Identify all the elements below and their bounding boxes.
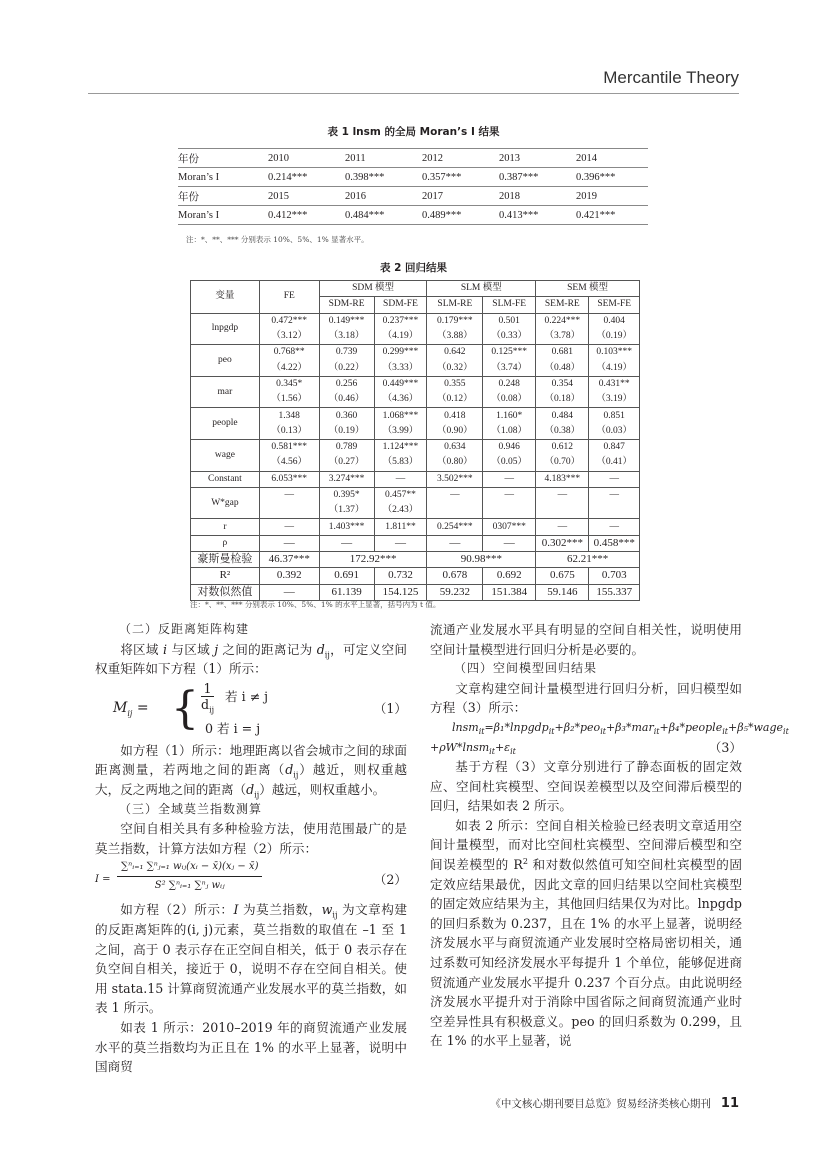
- table-cell: 年份: [178, 187, 268, 206]
- coef-cell: 0.847: [589, 439, 640, 455]
- coef-cell: —: [259, 535, 319, 551]
- stat-cell: 46.37***: [259, 552, 319, 568]
- table-row-loglik: [191, 584, 640, 600]
- coef-cell: —: [589, 519, 640, 535]
- coef-cell: 0.345*: [259, 376, 319, 392]
- stat-cell: 59.232: [427, 584, 483, 600]
- table-cell: 0.398***: [345, 168, 422, 187]
- coef-cell: 1.811**: [374, 519, 427, 535]
- right-column: [430, 620, 789, 1051]
- row-label: W*gap: [191, 487, 260, 519]
- coef-cell: —: [374, 535, 427, 551]
- coef-cell: 0.581***: [259, 439, 319, 455]
- t-value-cell: （4.19）: [589, 360, 640, 376]
- eq-case-1: 若 i ≠ j: [225, 688, 269, 704]
- coef-cell: 0.299***: [374, 345, 427, 361]
- table-row: [191, 471, 640, 487]
- coef-cell: 0.457**: [374, 487, 427, 503]
- table-cell: 0.413***: [499, 206, 576, 225]
- table-cell: 年份: [178, 149, 268, 168]
- table2-note: 注：*、**、*** 分别表示 10%、5%、1% 的水平上显著，括号内为 t 值。: [190, 600, 441, 609]
- coef-cell: 0.739: [319, 345, 374, 361]
- coef-cell: 0.768**: [259, 345, 319, 361]
- brace: {: [171, 682, 199, 734]
- eq-line-1: [430, 718, 789, 738]
- paragraph: 空间自相关具有多种检验方法，使用范围最广的是莫兰指数，计算方法如方程（2）所示：: [95, 821, 407, 856]
- row-label: Constant: [191, 471, 260, 487]
- coef-cell: 1.124***: [374, 439, 427, 455]
- eq-term: +β₄*people: [659, 720, 723, 734]
- subscript: it: [653, 727, 660, 737]
- column-header: 变量: [191, 281, 260, 314]
- stat-cell: 0.392: [259, 568, 319, 584]
- coef-cell: 0.946: [483, 439, 536, 455]
- subscript: it: [510, 746, 516, 756]
- t-value-cell: （3.74）: [483, 360, 536, 376]
- stat-cell: 59.146: [536, 584, 589, 600]
- equation-3: [430, 718, 789, 757]
- table-row: [191, 535, 640, 551]
- coef-cell: 0.354: [536, 376, 589, 392]
- column-subheader: SLM-FE: [483, 297, 536, 313]
- coef-cell: 0.851: [589, 408, 640, 424]
- stat-cell: 155.337: [589, 584, 640, 600]
- stat-cell: 0.692: [483, 568, 536, 584]
- eq-term: +β₂*peo: [554, 720, 601, 734]
- t-value-cell: （5.83）: [374, 455, 427, 471]
- column-subheader: SDM-FE: [374, 297, 427, 313]
- t-value-cell: （0.33）: [483, 329, 536, 345]
- table-cell: Moran’s I: [178, 206, 268, 225]
- table-header-row: [191, 281, 640, 297]
- paragraph: 基于方程（3）文章分别进行了静态面板的固定效应、空间杜宾模型、空间误差模型以及空间滞后模型的回归，结果如表 2 所示。: [430, 758, 742, 814]
- eq-den: d: [201, 696, 210, 712]
- t-value-cell: [483, 503, 536, 519]
- table-cell: 0.396***: [576, 168, 648, 187]
- italic-symbol: d: [285, 762, 294, 778]
- coef-cell: 0.634: [427, 439, 483, 455]
- stat-cell: 0.678: [427, 568, 483, 584]
- paragraph: 如表 1 所示：2010–2019 年的商贸流通产业发展水平的莫兰指数均为正且在 1% 的水平上显著，说明中国商贸: [95, 1019, 407, 1075]
- t-value-cell: （0.08）: [483, 392, 536, 408]
- stat-cell: 0.732: [374, 568, 427, 584]
- table-cell: 0.214***: [268, 168, 345, 187]
- footer: [490, 1096, 739, 1111]
- table1-note: 注：*、**、*** 分别表示 10%、5%、1% 显著水平。: [186, 235, 369, 244]
- t-value-cell: [427, 503, 483, 519]
- eq-term: +β₃*mar: [605, 720, 654, 734]
- eq-number: （1）: [373, 700, 407, 716]
- table2: [190, 280, 640, 601]
- table-row: [178, 149, 648, 168]
- table-cell: 0.412***: [268, 206, 345, 225]
- t-value-cell: （4.36）: [374, 392, 427, 408]
- paragraph: 流通产业发展水平具有明显的空间自相关性，说明使用空间计量模型进行回归分析是必要的。: [430, 622, 742, 657]
- t-value-cell: （0.03）: [589, 424, 640, 440]
- table-row: [191, 376, 640, 392]
- table-row: [178, 187, 648, 206]
- t-value-cell: （3.99）: [374, 424, 427, 440]
- column-header: SDM 模型: [319, 281, 427, 297]
- column-subheader: SEM-RE: [536, 297, 589, 313]
- stat-cell: 0.703: [589, 568, 640, 584]
- row-label: 豪斯曼检验: [191, 552, 260, 568]
- eq-number: （2）: [373, 872, 407, 888]
- stat-cell: 151.384: [483, 584, 536, 600]
- table-cell: 2018: [499, 187, 576, 206]
- eq-number: （3）: [708, 739, 742, 755]
- eq-term: +β₅*wage: [728, 720, 784, 734]
- t-value-cell: （3.88）: [427, 329, 483, 345]
- eq-line-2: [430, 738, 742, 758]
- row-label: ρ: [191, 535, 260, 551]
- paragraph: 如方程（2）所示：I 为莫兰指数，$w_{ij}$ 为文章构建的反距离矩阵的(i, j)元素，莫兰指数的取值在 –1 至 1 之间，高于 0 表示存在正空间自相关，低于 0 表示存在负空间自相关，接近于 0，说明不存在空间自相关。使用 stata.15 计算商贸流通产业发展水平的莫兰指数，如表 1 所示。: [95, 902, 407, 1016]
- subscript: it: [722, 727, 728, 737]
- row-label: r: [191, 519, 260, 535]
- table1: [178, 148, 648, 225]
- eq-term: =β₁*lnpgdp: [484, 720, 549, 734]
- coef-cell: 4.183***: [536, 471, 589, 487]
- subscript: it: [783, 727, 789, 737]
- stat-cell: 0.675: [536, 568, 589, 584]
- coef-cell: 0.612: [536, 439, 589, 455]
- subscript: it: [600, 727, 606, 737]
- coef-cell: 1.403***: [319, 519, 374, 535]
- t-value-cell: （0.38）: [536, 424, 589, 440]
- paragraph: 将区域 i 与区域 j 之间的距离记为 $d_{ij}$，可定义空间权重矩阵如下方程（1）所示：: [95, 641, 407, 677]
- coef-cell: 0.237***: [374, 313, 427, 329]
- t-value-cell: （0.80）: [427, 455, 483, 471]
- row-label: peo: [191, 345, 260, 377]
- column-header: FE: [259, 281, 319, 314]
- table-cell: 0.357***: [422, 168, 499, 187]
- coef-cell: 0.125***: [483, 345, 536, 361]
- coef-cell: —: [427, 487, 483, 503]
- column-subheader: SDM-RE: [319, 297, 374, 313]
- table-row: [178, 206, 648, 225]
- row-label: 对数似然值: [191, 584, 260, 600]
- coef-cell: 0.248: [483, 376, 536, 392]
- coef-cell: —: [483, 471, 536, 487]
- journal-header: Mercantile Theory: [603, 68, 739, 87]
- t-value-cell: （0.19）: [319, 424, 374, 440]
- coef-cell: —: [374, 471, 427, 487]
- stat-cell: 0.691: [319, 568, 374, 584]
- column-header: SEM 模型: [536, 281, 640, 297]
- t-value-cell: （0.27）: [319, 455, 374, 471]
- coef-cell: 0.254***: [427, 519, 483, 535]
- subscript: it: [489, 746, 495, 756]
- coef-cell: 0.355: [427, 376, 483, 392]
- coef-cell: 1.348: [259, 408, 319, 424]
- coef-cell: 1.068***: [374, 408, 427, 424]
- italic-symbol: d: [246, 781, 255, 797]
- stat-cell: 172.92***: [319, 552, 427, 568]
- table-cell: 2011: [345, 149, 422, 168]
- eq-num: 1: [201, 681, 214, 697]
- coef-cell: —: [319, 535, 374, 551]
- stat-cell: —: [259, 584, 319, 600]
- italic-symbol: I: [233, 902, 239, 918]
- italic-symbol: i: [163, 641, 168, 657]
- coef-cell: 6.053***: [259, 471, 319, 487]
- equation-1: $M_{ij}$ = { 1 $d_{ij}$ 若 i ≠ j 0 若 i = j （1）: [95, 679, 407, 741]
- t-value-cell: （3.18）: [319, 329, 374, 345]
- table-cell: 2015: [268, 187, 345, 206]
- header-rule: [88, 93, 739, 94]
- table-cell: 2014: [576, 149, 648, 168]
- page-number: 11: [720, 1096, 739, 1111]
- coef-cell: 0307***: [483, 519, 536, 535]
- t-value-cell: （2.43）: [374, 503, 427, 519]
- t-value-cell: （3.33）: [374, 360, 427, 376]
- italic-symbol: d: [316, 641, 325, 657]
- coef-cell: 0.404: [589, 313, 640, 329]
- eq-den: S² ∑ⁿᵢ₌₁ ∑ⁿⱼ wᵢⱼ: [154, 880, 225, 892]
- coef-cell: 0.418: [427, 408, 483, 424]
- table-row-hausman: [191, 552, 640, 568]
- coef-cell: 0.472***: [259, 313, 319, 329]
- footer-journal: 《中文核心期刊要目总览》贸易经济类核心期刊: [490, 1098, 711, 1110]
- t-value-cell: [589, 503, 640, 519]
- coef-cell: —: [536, 519, 589, 535]
- table-row: [191, 439, 640, 455]
- t-value-cell: （0.18）: [536, 392, 589, 408]
- table-row: [191, 487, 640, 503]
- section-heading: （三）全域莫兰指数测算: [119, 801, 263, 816]
- table1-title: 表 1 lnsm 的全局 Moran’s I 结果: [327, 126, 500, 138]
- eq-case-2: 0 若 i = j: [205, 720, 261, 736]
- subscript: ij: [293, 770, 299, 780]
- coef-cell: 3.502***: [427, 471, 483, 487]
- row-label: lnpgdp: [191, 313, 260, 345]
- coef-cell: 0.681: [536, 345, 589, 361]
- subscript: ij: [324, 650, 330, 660]
- stat-cell: 61.139: [319, 584, 374, 600]
- coef-cell: 0.395*: [319, 487, 374, 503]
- t-value-cell: （0.48）: [536, 360, 589, 376]
- section-heading: （四）空间模型回归结果: [454, 661, 598, 676]
- coef-cell: —: [589, 487, 640, 503]
- row-label: wage: [191, 439, 260, 471]
- coef-cell: 0.149***: [319, 313, 374, 329]
- coef-cell: —: [259, 487, 319, 503]
- t-value-cell: （0.32）: [427, 360, 483, 376]
- t-value-cell: [259, 503, 319, 519]
- coef-cell: —: [483, 535, 536, 551]
- coef-cell: 0.302***: [536, 535, 589, 551]
- coef-cell: —: [589, 471, 640, 487]
- coef-cell: 0.103***: [589, 345, 640, 361]
- table-cell: 0.484***: [345, 206, 422, 225]
- subscript: ij: [332, 910, 338, 920]
- column-subheader: SLM-RE: [427, 297, 483, 313]
- superscript: 2: [522, 856, 528, 866]
- eq-term: lnsm: [452, 720, 479, 734]
- t-value-cell: （0.12）: [427, 392, 483, 408]
- t-value-cell: （0.19）: [589, 329, 640, 345]
- coef-cell: 0.484: [536, 408, 589, 424]
- table-cell: Moran’s I: [178, 168, 268, 187]
- coef-cell: 0.458***: [589, 535, 640, 551]
- section-heading: （二）反距离矩阵构建: [119, 622, 250, 636]
- coef-cell: 0.431**: [589, 376, 640, 392]
- coef-cell: 0.224***: [536, 313, 589, 329]
- t-value-cell: （0.46）: [319, 392, 374, 408]
- stat-cell: 62.21***: [536, 552, 640, 568]
- t-value-cell: （1.37）: [319, 503, 374, 519]
- row-label: mar: [191, 376, 260, 408]
- table-cell: 2016: [345, 187, 422, 206]
- italic-symbol: j: [214, 641, 219, 657]
- t-value-cell: （0.05）: [483, 455, 536, 471]
- eq-lhs: I =: [95, 874, 111, 886]
- t-value-cell: （3.12）: [259, 329, 319, 345]
- italic-symbol: w: [321, 902, 333, 918]
- column-subheader: SEM-FE: [589, 297, 640, 313]
- t-value-cell: （1.56）: [259, 392, 319, 408]
- t-value-cell: （4.56）: [259, 455, 319, 471]
- table-row-r2: [191, 568, 640, 584]
- coef-cell: 1.160*: [483, 408, 536, 424]
- t-value-cell: （0.13）: [259, 424, 319, 440]
- subscript: it: [548, 727, 555, 737]
- t-value-cell: [536, 503, 589, 519]
- eq-den-sub: ij: [209, 705, 215, 715]
- coef-cell: 0.642: [427, 345, 483, 361]
- row-label: people: [191, 408, 260, 440]
- table-cell: 2012: [422, 149, 499, 168]
- table-row: [178, 168, 648, 187]
- stat-cell: 90.98***: [427, 552, 536, 568]
- subscript: it: [478, 727, 485, 737]
- coef-cell: 0.360: [319, 408, 374, 424]
- coef-cell: 0.789: [319, 439, 374, 455]
- coef-cell: 0.179***: [427, 313, 483, 329]
- table-cell: 0.489***: [422, 206, 499, 225]
- paragraph: 如方程（1）所示：地理距离以省会城市之间的球面距离测量，若两地之间的距离$(d_{ij})$越近，则权重越大，反之两地之间的距离$(d_{ij})$越远，则权重越小。: [95, 742, 407, 800]
- coef-cell: 0.256: [319, 376, 374, 392]
- table-row: [191, 408, 640, 424]
- t-value-cell: （0.22）: [319, 360, 374, 376]
- paragraph: 文章构建空间计量模型进行回归分析，回归模型如方程（3）所示：: [430, 680, 742, 716]
- table-cell: 0.387***: [499, 168, 576, 187]
- table-cell: 0.421***: [576, 206, 648, 225]
- subscript: ij: [254, 790, 260, 800]
- equation-2: [95, 858, 407, 900]
- table2-title: 表 2 回归结果: [379, 262, 448, 274]
- coef-cell: —: [259, 519, 319, 535]
- coef-cell: 3.274***: [319, 471, 374, 487]
- eq-num: ∑ⁿᵢ₌₁ ∑ⁿⱼ₌₁ wᵢⱼ(xᵢ − x̄)(xⱼ − x̄): [117, 858, 262, 877]
- t-value-cell: （4.19）: [374, 329, 427, 345]
- t-value-cell: （4.22）: [259, 360, 319, 376]
- table-cell: 2019: [576, 187, 648, 206]
- table-cell: 2017: [422, 187, 499, 206]
- table-row: [191, 519, 640, 535]
- eq-term: +ρW*lnsm: [430, 740, 490, 754]
- table-cell: 2013: [499, 149, 576, 168]
- eq-term: +ε: [494, 740, 511, 754]
- t-value-cell: （0.41）: [589, 455, 640, 471]
- stat-cell: 154.125: [374, 584, 427, 600]
- row-label: R²: [191, 568, 260, 584]
- table-row: [191, 345, 640, 361]
- paragraph: 如表 2 所示：空间自相关检验已经表明文章适用空间计量模型，而对比空间杜宾模型、空间滞后模型和空间误差模型的 $R^2$ 和对数似然值可知空间杜宾模型的固定效应结果最优，因此文章的回归结果以空间杜宾模型的固定效应结果为主，其他回归结果仅为对比。lnpgdp 的回归系数为 0.237，且在 1% 的水平上显著，说明经济发展水平与商贸流通产业发展时空格局密切相关，通过系数可知经济发展水平每提升 1 个单位，能够促进商贸流通产业发展水平提升 0.237 个百分点。由此说明经济发展水平提升对于消除中国省际之间商贸流通产业时空差异性具有积极意义。peo 的回归系数为 0.299，且在 1% 的水平上显著，说: [430, 817, 742, 1049]
- table-cell: 2010: [268, 149, 345, 168]
- coef-cell: —: [536, 487, 589, 503]
- t-value-cell: （0.70）: [536, 455, 589, 471]
- left-column: [95, 620, 407, 1077]
- t-value-cell: （3.78）: [536, 329, 589, 345]
- eq-lhs-sub: ij: [127, 708, 133, 718]
- coef-cell: 0.449***: [374, 376, 427, 392]
- eq-lhs: M: [113, 699, 128, 716]
- coef-cell: 0.501: [483, 313, 536, 329]
- t-value-cell: （1.08）: [483, 424, 536, 440]
- t-value-cell: （3.19）: [589, 392, 640, 408]
- table-row: [191, 313, 640, 329]
- coef-cell: —: [427, 535, 483, 551]
- column-header: SLM 模型: [427, 281, 536, 297]
- t-value-cell: （0.90）: [427, 424, 483, 440]
- coef-cell: —: [483, 487, 536, 503]
